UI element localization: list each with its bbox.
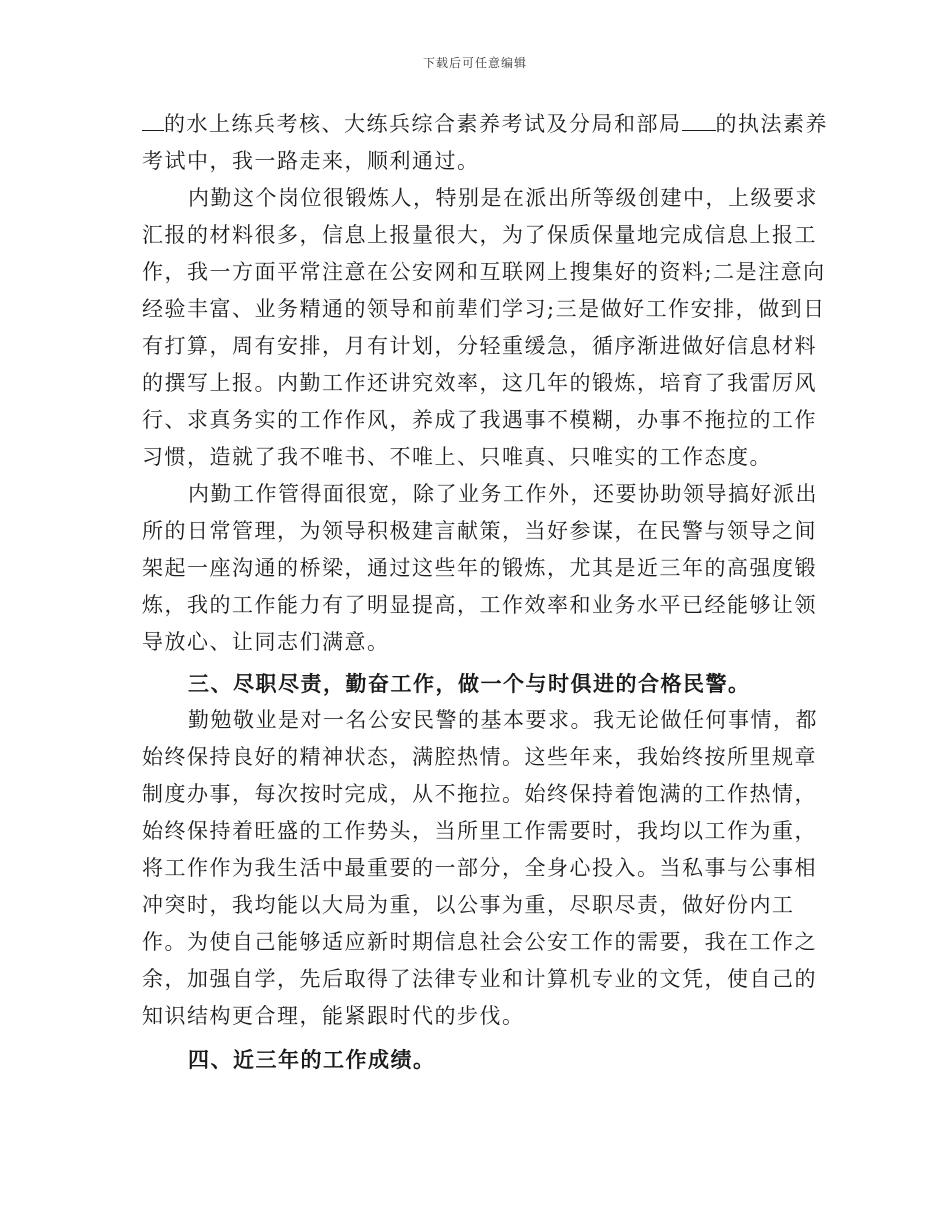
paragraph-text: 的执法素养考试中，我一路走来，顺利通过。 (142, 112, 828, 173)
blank-underline (682, 108, 716, 131)
paragraph-internal-work: 内勤这个岗位很锻炼人，特别是在派出所等级创建中，上级要求汇报的材料很多，信息上报量很大，为了保质保量地完成信息上报工作，我一方面平常注意在公安网和互联网上搜集好的资料;二是注意向经验丰富、业务精通的领导和前辈们学习;三是做好工作安排，做到日有打算，周有安排，月有计划，分轻重缓急，循序渐进做好信息材料的撰写上报。内勤工作还讲究效率，这几年的锻炼，培育了我雷厉风行、求真务实的工作作风，养成了我遇事不模糊，办事不拖拉的工作习惯，造就了我不唯书、不唯上、只唯真、只唯实的工作态度。 (142, 186, 826, 469)
blank-underline (142, 108, 164, 131)
paragraph-diligence: 勤勉敬业是对一名公安民警的基本要求。我无论做任何事情，都始终保持良好的精神状态，满腔热情。这些年来，我始终按所里规章制度办事，每次按时完成，从不拖拉。始终保持着饱满的工作热情，始终保持着旺盛的工作势头，当所里工作需要时，我均以工作为重，将工作作为我生活中最重要的一部分，全身心投入。当私事与公事相冲突时，我均能以大局为重，以公事为重，尽职尽责，做好份内工作。为使自己能够适应新时期信息社会公安工作的需要，我在工作之余，加强自学，先后取得了法律专业和计算机专业的文凭，使自己的知识结构更合理，能紧跟时代的步伐。 (142, 708, 818, 1028)
page-header: 下载后可任意编辑 (422, 56, 527, 70)
paragraph-text: 的水上练兵考核、大练兵综合素养考试及分局和部局 (164, 112, 682, 136)
document-body (142, 106, 832, 1078)
paragraph-exam-record (142, 106, 832, 180)
section-heading-four: 四、近三年的工作成绩。 (188, 1047, 436, 1072)
paragraph-internal-management: 内勤工作管得面很宽，除了业务工作外，还要协助领导搞好派出所的日常管理，为领导积极建言献策，当好参谋，在民警与领导之间架起一座沟通的桥梁，通过这些年的锻炼，尤其是近三年的高强度锻炼，我的工作能力有了明显提高，工作效率和业务水平已经能够让领导放心、让同志们满意。 (142, 482, 818, 654)
section-heading-three: 三、尽职尽责，勤奋工作，做一个与时俱进的合格民警。 (188, 671, 751, 696)
